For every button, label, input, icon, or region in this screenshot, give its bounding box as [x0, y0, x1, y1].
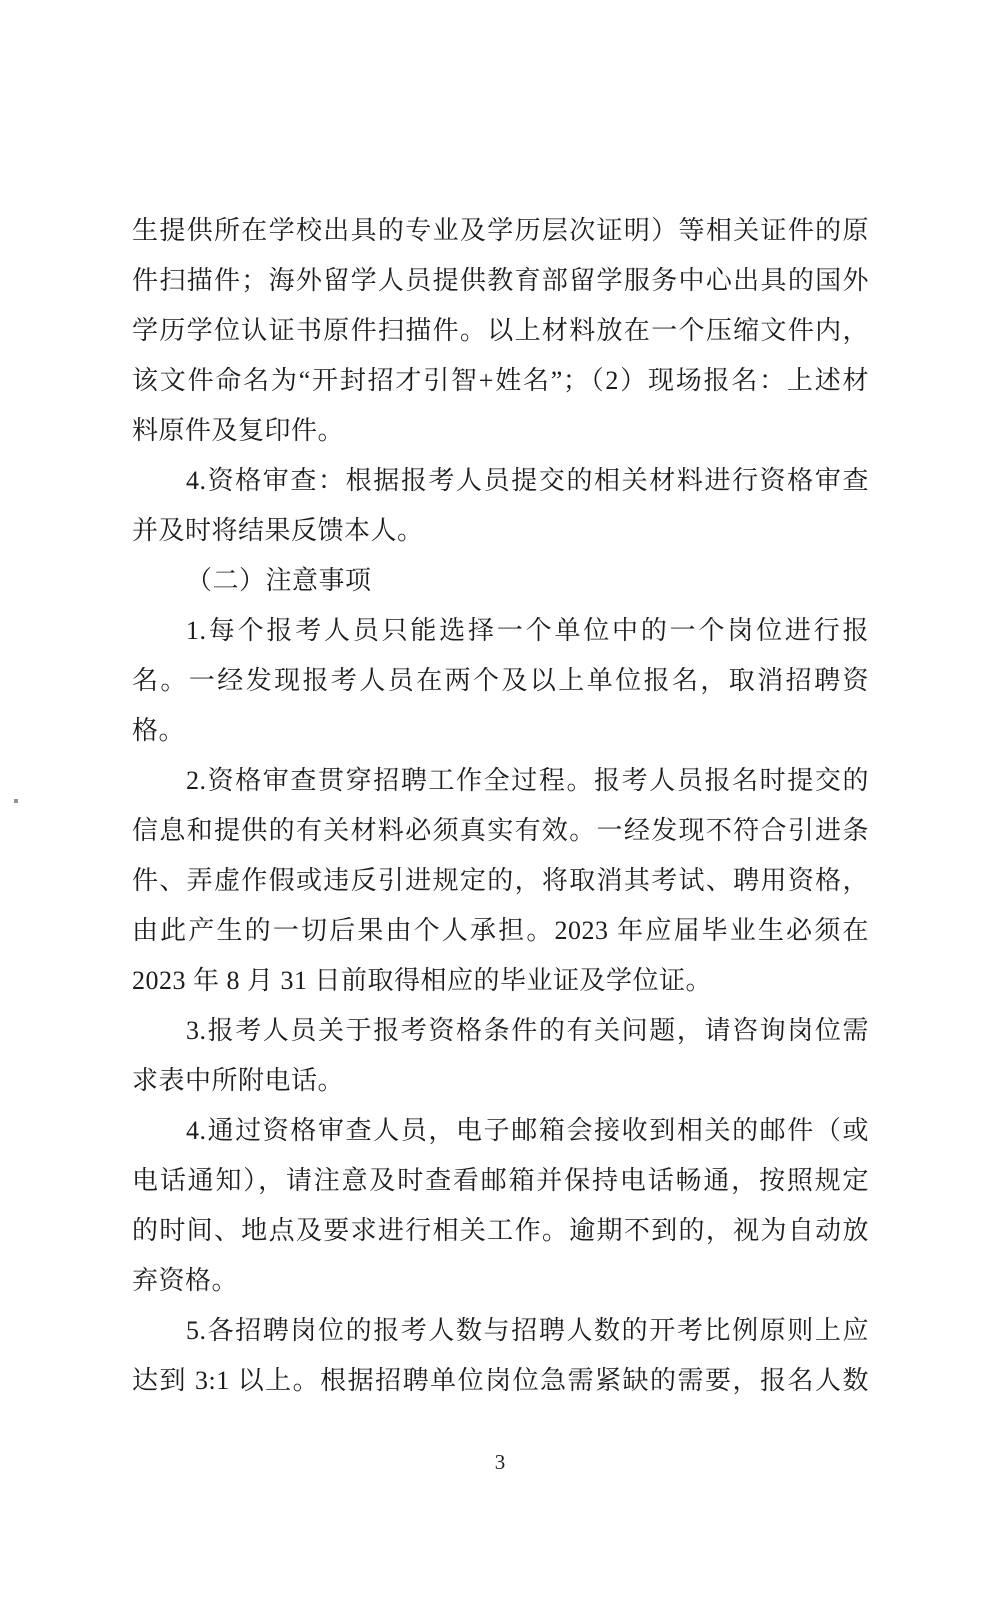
text-line: （二）注意事项 [186, 566, 372, 595]
text-line: 4.通过资格审查人员，电子邮箱会接收到相关的邮件（或 [186, 1116, 869, 1145]
text-line: 电话通知），请注意及时查看邮箱并保持电话畅通，按照规定 [132, 1166, 869, 1195]
text-line: 件扫描件；海外留学人员提供教育部留学服务中心出具的国外 [132, 266, 869, 295]
text-line: 信息和提供的有关材料必须真实有效。一经发现不符合引进条 [132, 816, 869, 845]
text-line: 2023 年 8 月 31 日前取得相应的毕业证及学位证。 [132, 966, 713, 995]
page-number: 3 [494, 1450, 506, 1474]
text-line: 格。 [132, 716, 186, 745]
text-line: 5.各招聘岗位的报考人数与招聘人数的开考比例原则上应 [186, 1316, 869, 1345]
text-line: 弃资格。 [132, 1266, 239, 1295]
text-line: 求表中所附电话。 [132, 1066, 345, 1095]
text-line: 学历学位认证书原件扫描件。以上材料放在一个压缩文件内， [132, 316, 869, 345]
text-line: 达到 3:1 以上。根据招聘单位岗位急需紧缺的需要，报名人数 [132, 1366, 869, 1395]
text-line: 料原件及复印件。 [132, 416, 345, 445]
text-line: 1.每个报考人员只能选择一个单位中的一个岗位进行报 [186, 616, 869, 645]
text-line: 件、弄虚作假或违反引进规定的，将取消其考试、聘用资格， [132, 866, 869, 895]
text-line: 生提供所在学校出具的专业及学历层次证明）等相关证件的原 [132, 216, 869, 245]
text-line: 的时间、地点及要求进行相关工作。逾期不到的，视为自动放 [132, 1216, 869, 1245]
text-line: 3.报考人员关于报考资格条件的有关问题，请咨询岗位需 [186, 1016, 869, 1045]
text-line: 由此产生的一切后果由个人承担。2023 年应届毕业生必须在 [132, 916, 869, 945]
text-line: 4.资格审查：根据报考人员提交的相关材料进行资格审查 [186, 466, 869, 495]
text-line: 2.资格审查贯穿招聘工作全过程。报考人员报名时提交的 [186, 766, 869, 795]
scan-artifact-dot [14, 799, 18, 803]
text-line: 该文件命名为“开封招才引智+姓名”；（2）现场报名：上述材 [132, 366, 869, 395]
text-line: 并及时将结果反馈本人。 [132, 516, 424, 545]
document-body [132, 206, 869, 1406]
text-line: 名。一经发现报考人员在两个及以上单位报名，取消招聘资 [132, 666, 869, 695]
